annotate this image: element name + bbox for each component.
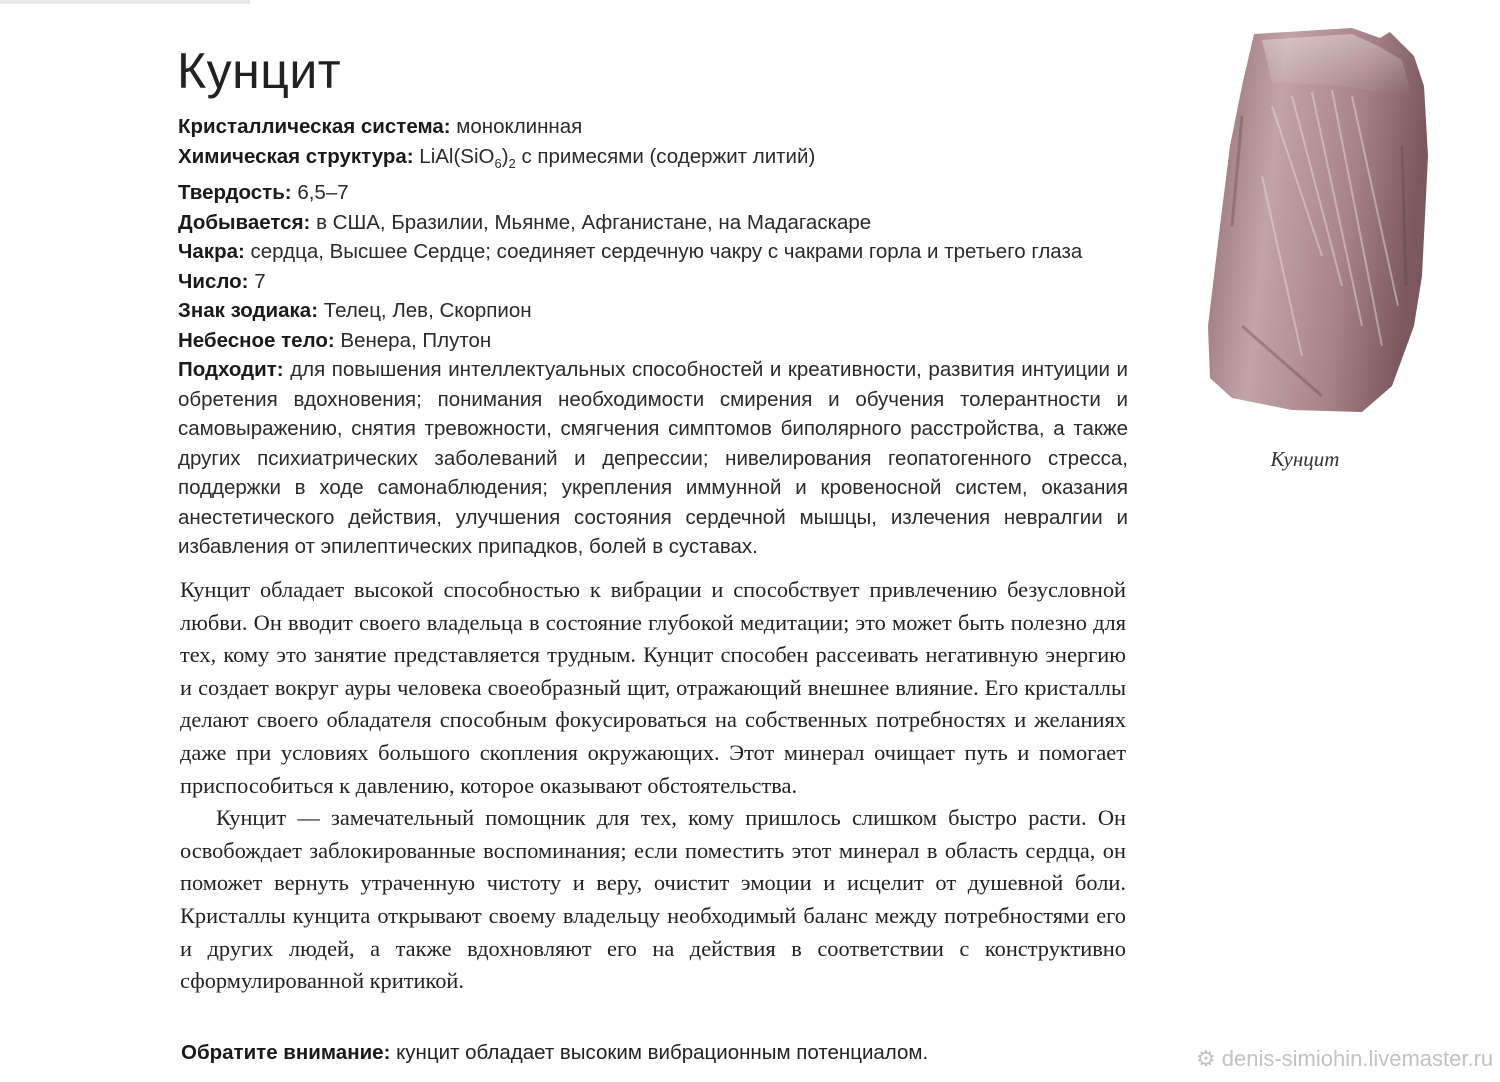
fact-label: Число: <box>178 269 249 293</box>
fact-suits <box>178 355 1128 562</box>
fact-value: моноклинная <box>456 115 583 138</box>
photo-caption: Кунцит <box>1270 447 1340 471</box>
page-title: Кунцит <box>177 43 342 99</box>
fact-label: Чакра: <box>178 240 245 264</box>
description-text <box>180 574 1126 998</box>
fact-label: Подходит: <box>178 358 284 382</box>
chemical-formula: $LiAl(SiO_6)_2$ <box>419 144 516 171</box>
watermark-text: denis-simiohin.livemaster.ru <box>1221 1046 1494 1071</box>
fact-value: 6,5–7 <box>297 181 349 205</box>
fact-label: Знак зодиака: <box>178 299 319 323</box>
fact-value: 7 <box>254 269 266 293</box>
fact-crystal-system <box>178 112 1128 142</box>
fact-chemical-structure <box>178 142 1128 179</box>
fact-chakra <box>178 237 1128 267</box>
gear-icon: ⚙ <box>1196 1046 1216 1071</box>
fact-value: с примесями (содержит литий) <box>521 144 816 168</box>
fact-number <box>178 267 1128 297</box>
kunzite-crystal-photo <box>1202 26 1442 418</box>
fact-zodiac <box>178 296 1128 326</box>
top-edge-line <box>0 0 250 4</box>
note-label: Обратите внимание: <box>181 1041 391 1064</box>
fact-value: сердца, Высшее Сердце; соединяет сердечную чакру с чакрами горла и третьего глаза <box>250 240 1083 264</box>
fact-mined <box>178 208 1128 238</box>
paragraph: Кунцит обладает высокой способностью к вибрации и способствует привлечению безусловной любви. Он вводит своего владельца в состояние глубокой медитации; это может быть полезно для тех, кому это занятие представляется трудным. Кунцит способен рассеивать негативную энергию и создает вокруг ауры человека своеобразный щит, отражающий внешнее влияние. Его кристаллы делают своего обладателя способным фокусироваться на собственных потребностях и желаниях даже при условиях большого скопления окружающих. Этот минерал очищает путь и помогает приспособиться к давлению, которое оказывают обстоятельства. <box>180 577 1126 798</box>
paragraph: Кунцит — замечательный помощник для тех, кому пришлось слишком быстро расти. Он освобождает заблокированные воспоминания; если поместить этот минерал в область сердца, он поможет вернуть утраченную чистоту и веру, очистит эмоции и исцелит от душевной боли. Кристаллы кунцита открывают своему владельцу необходимый баланс между потребностями его и других людей, а также вдохновляют его на действия в соответствии с конструктивно сформулированной критикой. <box>180 805 1126 994</box>
note-value: кунцит обладает высоким вибрационным потенциалом. <box>396 1041 929 1064</box>
fact-label: Химическая структура: <box>178 144 414 168</box>
fact-value: в США, Бразилии, Мьянме, Афганистане, на Мадагаскаре <box>316 210 872 234</box>
watermark <box>1196 1046 1493 1072</box>
fact-celestial-body <box>178 326 1128 356</box>
fact-value: для повышения интеллектуальных способностей и креативности, развития интуиции и обретения вдохновения; понимания необходимости смирения и обучения толерантности и самовыражению, снятия тревожности, смягчения симптомов биполярного расстройства, а также других психиатрических заболеваний и депрессии; нивелирования геопатогенного стресса, поддержки в ходе самонаблюдения; укрепления иммунной и кровеносной систем, оказания анестетического действия, улучшения состояния сердечной мышцы, излечения невралгии и избавления от эпилептических припадков, болей в суставах. <box>178 358 1128 559</box>
attention-note <box>181 1041 928 1065</box>
fact-label: Кристаллическая система: <box>178 115 451 138</box>
fact-hardness <box>178 178 1128 208</box>
fact-label: Небесное тело: <box>178 328 335 352</box>
fact-label: Твердость: <box>178 181 292 205</box>
fact-value: Телец, Лев, Скорпион <box>323 299 532 323</box>
fact-value: Венера, Плутон <box>340 328 492 352</box>
fact-label: Добывается: <box>178 210 311 234</box>
facts-list <box>178 112 1128 562</box>
